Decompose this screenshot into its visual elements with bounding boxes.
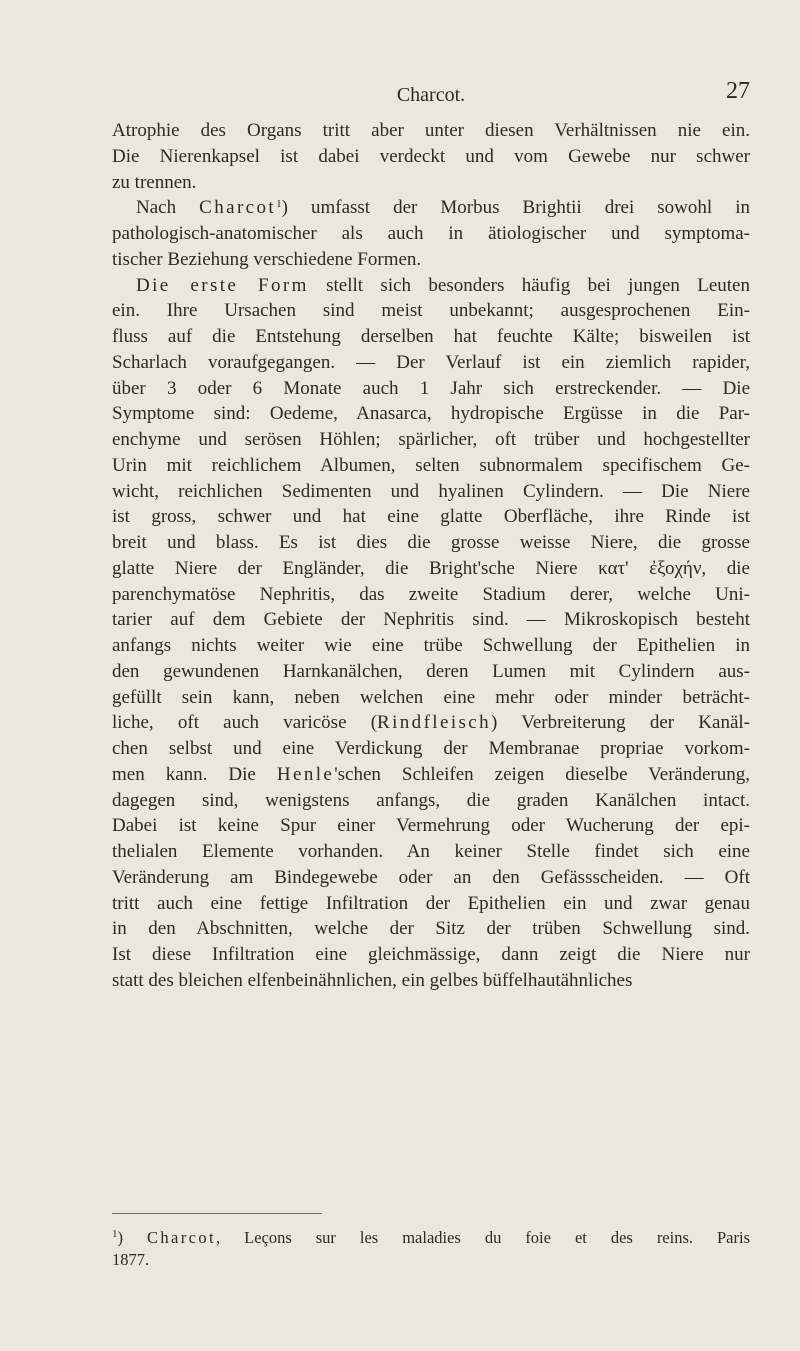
text-line: Symptome sind: Oedeme, Anasarca, hydropische Ergüsse in die Par- [112,403,750,425]
text-line: thelialen Elemente vorhanden. An keiner Stelle findet sich eine [112,841,750,862]
text-line: Urin mit reichlichem Albumen, selten subnormalem specifischem Ge- [112,454,750,476]
footnote [112,1227,750,1271]
text-line: Die Nierenkapsel ist dabei verdeckt und vom Gewebe nur schwer [112,145,750,167]
text-line: Ist diese Infiltration eine gleichmässige, dann zeigt die Niere nur [112,944,750,965]
footnote-divider [112,1213,322,1214]
text-line: Nach Charcot$^1$) umfasst der Morbus Brightii drei sowohl in [136,197,750,219]
text-line: fluss auf die Entstehung derselben hat feuchte Kälte; bisweilen ist [112,326,750,347]
text-line: breit und blass. Es ist dies die grosse weisse Niere, die grosse [112,532,750,553]
text-line: pathologisch-anatomischer als auch in ätiologischer und symptoma- [112,223,750,244]
text-line: wicht, reichlichen Sedimenten und hyalinen Cylindern. — Die Niere [112,480,750,502]
emphasized-name: Rindfleisch [377,712,492,734]
text-line: Dabei ist keine Spur einer Vermehrung oder Wucherung der epi- [112,815,750,837]
body-text [112,118,750,994]
paragraph [112,273,750,994]
text-line: über 3 oder 6 Monate auch 1 Jahr sich erstreckender. — Die [112,377,750,399]
text-line: den gewundenen Harnkanälchen, deren Lumen mit Cylindern aus- [112,660,750,682]
text-line: ein. Ihre Ursachen sind meist unbekannt; ausgesprochenen Ein- [112,300,750,322]
text-line: Die erste Form stellt sich besonders häufig bei jungen Leuten [136,274,750,296]
text-line: men kann. Die Henle'schen Schleifen zeigen dieselbe Veränderung, [112,763,750,785]
running-head [112,78,750,114]
text-line: Veränderung am Bindegewebe oder an den Gefässscheiden. — Oft [112,866,750,888]
emphasized-name: Die erste Form [136,274,309,296]
emphasized-name: Henle [276,763,335,785]
footnote-marker: 1 [112,1228,118,1240]
text-line: enchyme und serösen Höhlen; spärlicher, oft trüber und hochgestellter [112,429,750,450]
text-line: tarier auf dem Gebiete der Nephritis sind. — Mikroskopisch besteht [112,609,750,631]
text-line: tritt auch eine fettige Infiltration der Epithelien ein und zwar genau [112,892,750,914]
running-title: Charcot. [396,84,466,106]
text-line: zu trennen. [112,171,197,193]
paragraph [112,118,750,195]
text-line: chen selbst und eine Verdickung der Membranae propriae vorkom- [112,738,750,759]
paragraph [112,195,750,272]
text-line: gefüllt sein kann, neben welchen eine mehr oder minder beträcht- [112,686,750,708]
text-line: parenchymatöse Nephritis, das zweite Stadium derer, welche Uni- [112,583,750,605]
text-line: Scharlach voraufgegangen. — Der Verlauf ist ein ziemlich rapider, [112,351,750,373]
emphasized-name: Charcot [199,197,277,219]
text-line: glatte Niere der Engländer, die Bright'sche Niere κατ' ἐξοχήν, die [112,557,750,579]
text-line: liche, oft auch varicöse (Rindfleisch) Verbreiterung der Kanäl- [112,712,750,734]
text-line: anfangs nichts weiter wie eine trübe Schwellung der Epithelien in [112,635,750,656]
text-line: statt des bleichen elfenbeinähnlichen, ein gelbes büffelhautähnliches [112,969,633,991]
footnote-line: $^1$) Charcot, Leçons sur les maladies du foie et des reins. Paris [112,1228,750,1247]
footnote-author: Charcot [146,1228,217,1247]
text-line: in den Abschnitten, welche der Sitz der trüben Schwellung sind. [112,918,750,940]
text-line: dagegen sind, wenigstens anfangs, die graden Kanälchen intact. [112,789,750,811]
page-number: 27 [726,78,750,104]
text-line: tischer Beziehung verschiedene Formen. [112,248,422,270]
text-line: ist gross, schwer und hat eine glatte Oberfläche, ihre Rinde ist [112,506,750,528]
footnote-reference: 1 [276,198,282,211]
text-line: Atrophie des Organs tritt aber unter diesen Verhältnissen nie ein. [112,120,750,141]
footnote-citation: , Leçons sur les maladies du foie et des reins. Paris [216,1228,750,1247]
footnote-line: 1877. [112,1250,150,1269]
